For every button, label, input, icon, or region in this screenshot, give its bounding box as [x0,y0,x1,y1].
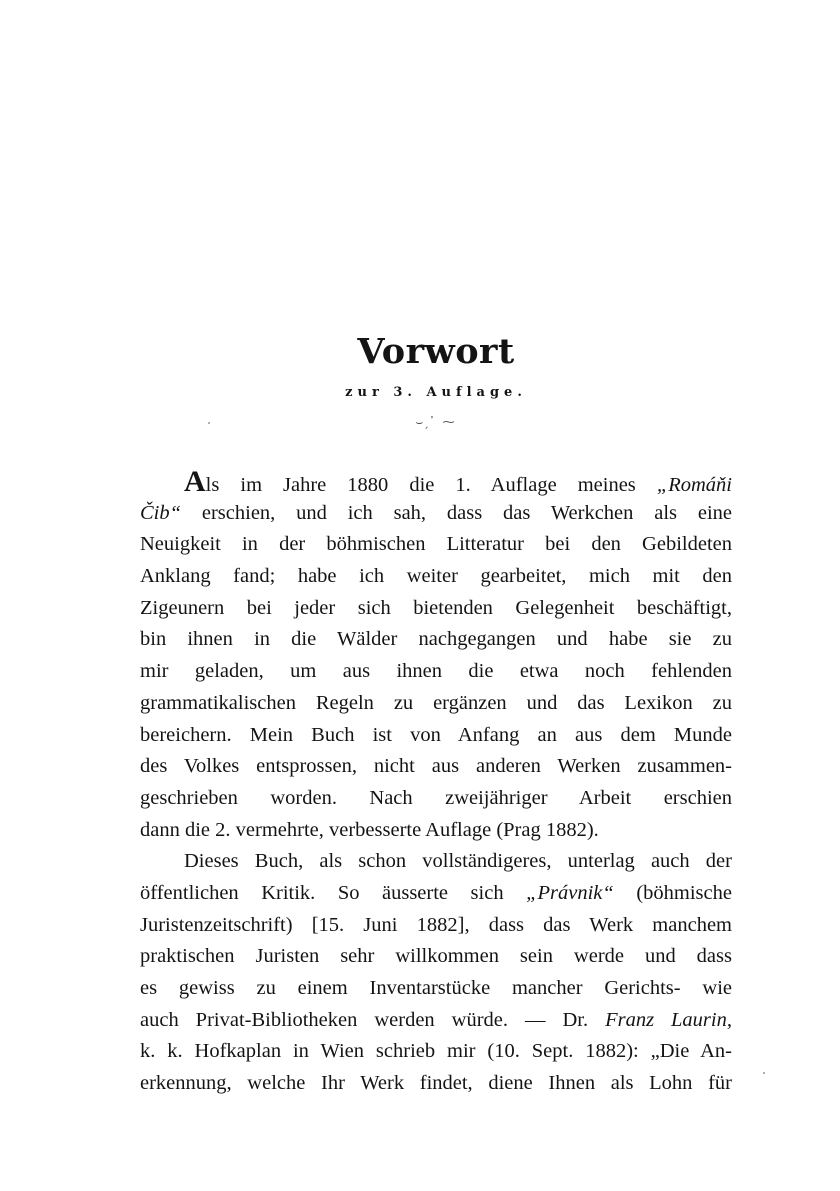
text-line: öffentlichen Kritik. So äusserte sich „Právnik“ (böhmische [140,881,732,904]
text-line: Neuigkeit in der böhmischen Litteratur bei den Gebildeten [140,533,732,556]
text-line: des Volkes entsprossen, nicht aus anderen Werken zusammen- [140,755,732,778]
text-line: erkennung, welche Ihr Werk findet, diene Ihnen als Lohn für [140,1072,732,1095]
body-text [140,466,732,1100]
text-line: bereichern. Mein Buch ist von Anfang an aus dem Munde [140,723,732,746]
text-line: k. k. Hofkaplan in Wien schrieb mir (10. Sept. 1882): „Die An- [140,1040,732,1063]
text-line: dann die 2. vermehrte, verbesserte Auflage (Prag 1882). [140,818,599,841]
page-title: Vorwort [357,331,515,372]
text-line: Zigeunern bei jeder sich bietenden Gelegenheit beschäftigt, [140,596,732,619]
text-line: Anklang fand; habe ich weiter gearbeitet, mich mit den [140,565,732,588]
text-line: praktischen Juristen sehr willkommen sein werde und dass [140,945,732,968]
text-line: bin ihnen in die Wälder nachgegangen und habe sie zu [140,628,732,651]
scan-speck [208,422,210,424]
text-line: Dieses Buch, als schon vollständigeres, unterlag auch der [184,850,732,873]
ornament-flourish: ⌣ ̗ ̓ ⁓ [415,415,457,429]
text-line: grammatikalischen Regeln zu ergänzen und das Lexikon zu [140,691,732,714]
text-line: Als im Jahre 1880 die 1. Auflage meines „Romáňi [140,466,732,498]
drop-cap: A [184,466,206,498]
text-line: es gewiss zu einem Inventarstücke mancher Gerichts- wie [140,977,732,999]
text-line: Juristenzeitschrift) [15. Juni 1882], dass das Werk manchem [140,913,732,936]
heading [0,330,840,428]
text-line: Čib“ erschien, und ich sah, dass das Werkchen als eine [140,501,732,524]
page-subtitle: zur 3. Auflage. [345,385,527,400]
text-line: geschrieben worden. Nach zweijähriger Arbeit erschien [140,786,732,809]
scan-speck [763,1072,765,1074]
text-line: mir geladen, um aus ihnen die etwa noch fehlenden [140,660,732,683]
text-line: auch Privat-Bibliotheken werden würde. — Dr. Franz Laurin, [140,1008,732,1031]
